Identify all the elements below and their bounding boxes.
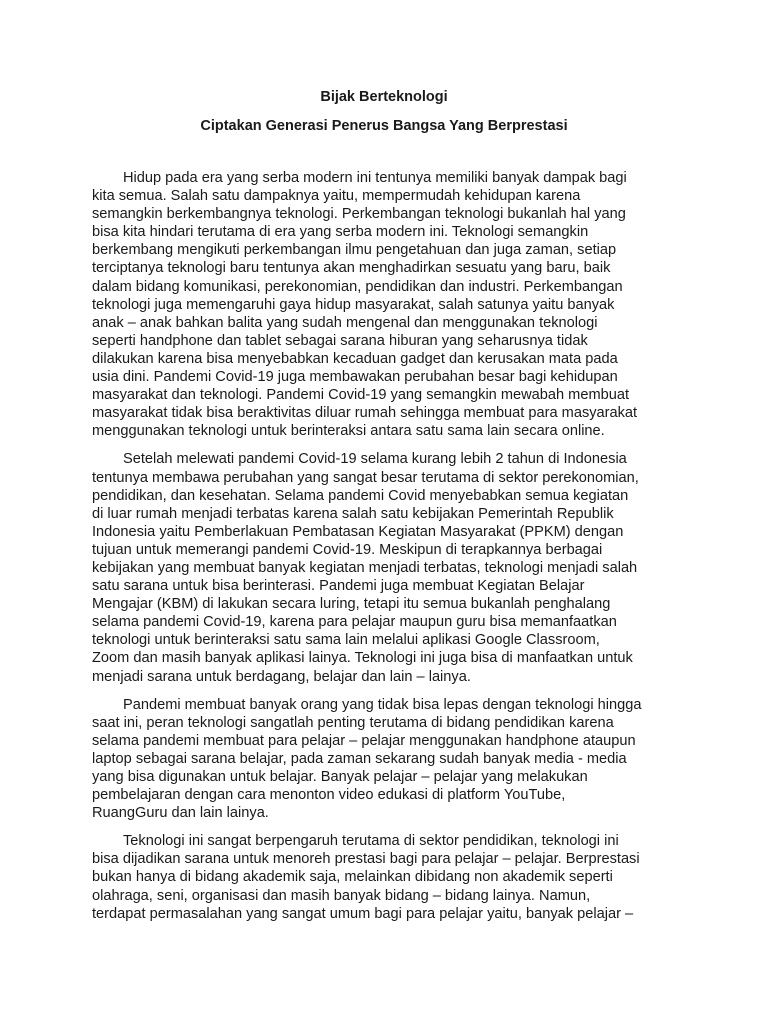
text-line: kita semua. Salah satu dampaknya yaitu, mempermudah kehidupan karena bbox=[92, 188, 581, 205]
text-line: Teknologi ini sangat berpengaruh terutama di sektor pendidikan, teknologi ini bbox=[123, 833, 619, 850]
text-line: masyarakat dan teknologi. Pandemi Covid-19 yang semangkin mewabah membuat bbox=[92, 387, 630, 404]
text-line: yang bisa digunakan untuk belajar. Banyak pelajar – pelajar yang melakukan bbox=[92, 769, 588, 785]
text-line: menjadi sarana untuk berdagang, belajar dan lain – lainya. bbox=[92, 668, 471, 685]
text-line: bisa kita hindari terutama di era yang serba modern ini. Teknologi semangkin bbox=[92, 224, 589, 241]
text-line: kebijakan yang membuat banyak kegiatan menjadi terbatas, teknologi menjadi salah bbox=[92, 559, 638, 576]
text-line: pendidikan, dan kesehatan. Selama pandemi Covid menyebabkan semua kegiatan bbox=[92, 487, 629, 504]
document-body bbox=[92, 169, 684, 923]
paragraph-4 bbox=[92, 832, 684, 922]
text-line: laptop sebagai sarana belajar, pada zaman sekarang sudah banyak media - media bbox=[92, 750, 627, 767]
text-line: berkembang mengikuti perkembangan ilmu pengetahuan dan juga zaman, setiap bbox=[92, 242, 617, 259]
text-line: di luar rumah menjadi terbatas karena salah satu kebijakan Pemerintah Republik bbox=[92, 505, 614, 522]
text-line: dilakukan karena bisa menyebabkan kecaduan gadget dan kerusakan mata pada bbox=[92, 350, 618, 367]
text-line: Setelah melewati pandemi Covid-19 selama kurang lebih 2 tahun di Indonesia bbox=[123, 451, 627, 468]
text-line: olahraga, seni, organisasi dan masih banyak bidang – bidang lainya. Namun, bbox=[92, 887, 591, 904]
text-line: dalam bidang komunikasi, perekonomian, pendidikan dan industri. Perkembangan bbox=[92, 278, 623, 295]
text-line: semangkin berkembangnya teknologi. Perkembangan teknologi bukanlah hal yang bbox=[92, 206, 626, 223]
text-line: selama pandemi membuat para pelajar – pelajar menggunakan handphone ataupun bbox=[92, 732, 636, 749]
text-line: bukan hanya di bidang akademik saja, melainkan dibidang non akademik seperti bbox=[92, 869, 613, 886]
text-line: Indonesia yaitu Pemberlakuan Pembatasan Kegiatan Masyarakat (PPKM) dengan bbox=[92, 523, 624, 540]
text-line: terdapat permasalahan yang sangat umum bagi para pelajar yaitu, banyak pelajar – bbox=[92, 905, 634, 922]
text-line: tentunya membawa perubahan yang sangat besar terutama di sektor perekonomian, bbox=[92, 469, 639, 486]
text-line: satu sarana untuk bisa berinterasi. Pandemi juga membuat Kegiatan Belajar bbox=[92, 578, 585, 595]
text-line: teknologi juga memengaruhi gaya hidup masyarakat, salah satunya yaitu banyak bbox=[92, 296, 615, 313]
text-line: teknologi untuk berinteraksi satu sama lain melalui aplikasi Google Classroom, bbox=[92, 632, 600, 649]
text-line: masyarakat tidak bisa beraktivitas diluar rumah sehingga membuat para masyarakat bbox=[92, 405, 638, 422]
text-line: anak – anak bahkan balita yang sudah mengenal dan menggunakan teknologi bbox=[92, 314, 598, 331]
text-line: Mengajar (KBM) di lakukan secara luring, tetapi itu semua bukanlah penghalang bbox=[92, 596, 611, 613]
text-line: terciptanya teknologi baru tentunya akan menghadirkan sesuatu yang baru, baik bbox=[92, 260, 611, 277]
text-line: Pandemi membuat banyak orang yang tidak bisa lepas dengan teknologi hingga bbox=[123, 696, 642, 713]
text-line: RuangGuru dan lain lainya. bbox=[92, 805, 269, 822]
text-line: bisa dijadikan sarana untuk menoreh prestasi bagi para pelajar – pelajar. Berprestasi bbox=[92, 851, 640, 868]
text-line: seperti handphone dan tablet sebagai sarana hiburan yang seharusnya tidak bbox=[92, 332, 588, 349]
text-line: tujuan untuk memerangi pandemi Covid-19. Meskipun di terapkannya berbagai bbox=[92, 541, 603, 558]
text-line: menggunakan teknologi untuk berinteraksi antara satu sama lain secara online. bbox=[92, 423, 605, 440]
text-line: Zoom dan masih banyak aplikasi lainya. Teknologi ini juga bisa di manfaatkan untuk bbox=[92, 650, 633, 667]
text-line: Hidup pada era yang serba modern ini tentunya memiliki banyak dampak bagi bbox=[123, 170, 627, 186]
paragraph-2 bbox=[92, 450, 684, 685]
document-subtitle: Ciptakan Generasi Penerus Bangsa Yang Berprestasi bbox=[200, 118, 568, 134]
paragraph-1 bbox=[92, 169, 684, 440]
paragraph-3 bbox=[92, 696, 684, 823]
document-title: Bijak Berteknologi bbox=[320, 89, 448, 105]
text-line: usia dini. Pandemi Covid-19 juga membawakan perubahan besar bagi kehidupan bbox=[92, 369, 618, 386]
text-line: selama pandemi Covid-19, karena para pelajar maupun guru bisa memanfaatkan bbox=[92, 614, 617, 631]
text-line: saat ini, peran teknologi sangatlah penting terutama di bidang pendidikan karena bbox=[92, 714, 614, 731]
text-line: pembelajaran dengan cara menonton video edukasi di platform YouTube, bbox=[92, 787, 566, 804]
